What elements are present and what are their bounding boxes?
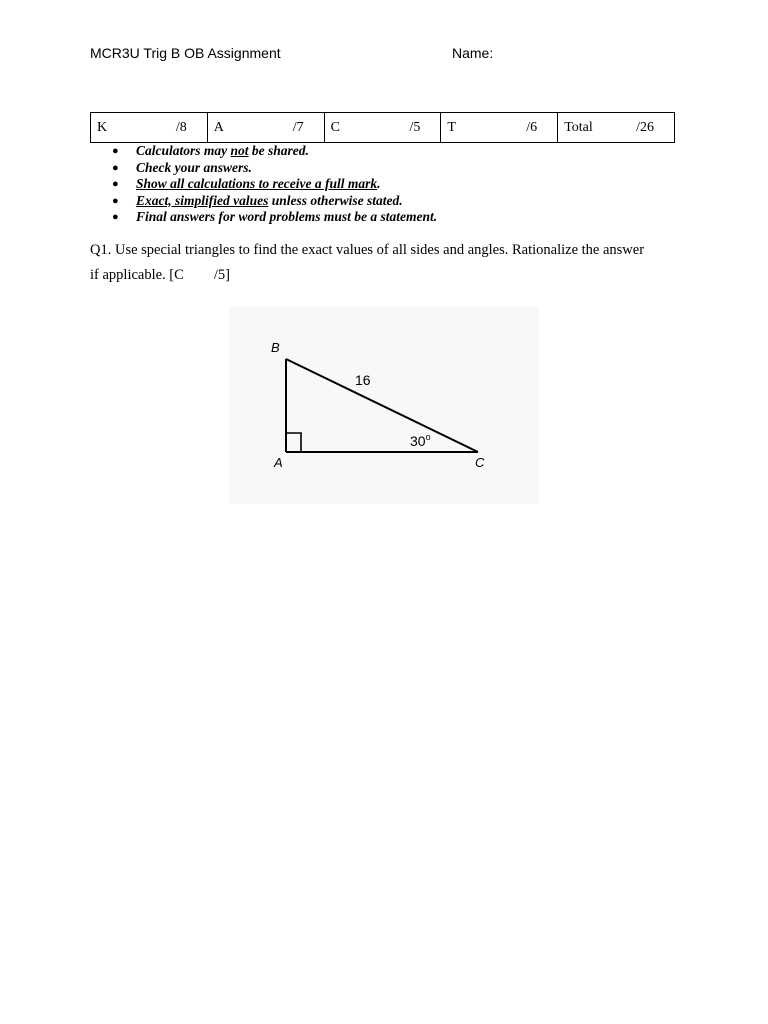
bullet-icon: ●: [112, 194, 119, 207]
name-label: Name:: [452, 45, 494, 61]
marks-out-of: /7: [292, 119, 304, 135]
vertex-b-label: B: [271, 340, 280, 355]
marks-category: Total: [564, 119, 593, 135]
rule-item: ● Calculators may not be shared.: [112, 143, 309, 158]
degree-symbol: o: [425, 432, 431, 442]
marks-cell-k: [91, 113, 208, 143]
vertex-c-label: C: [475, 455, 485, 470]
rule-item: ● Exact, simplified values unless otherwise stated.: [112, 192, 403, 208]
question-marks: /5]: [213, 267, 230, 283]
rules-list: [112, 143, 437, 226]
marks-out-of: /6: [526, 119, 538, 135]
bullet-icon: ●: [112, 211, 119, 223]
right-angle-marker: [286, 433, 301, 452]
question-1: [90, 238, 650, 288]
marks-out-of: /26: [636, 119, 654, 135]
triangle-diagram: [229, 306, 539, 504]
marks-cell-total: [558, 113, 675, 143]
question-text: Q1. Use special triangles to find the exact values of all sides and angles. Rationalize the answer if applicable. [C: [90, 242, 645, 283]
marks-cell-c: [324, 113, 441, 143]
marks-table: [90, 112, 675, 143]
marks-category: C: [330, 119, 340, 135]
marks-category: T: [447, 119, 456, 135]
angle-c-label: 30$^o$: [410, 432, 431, 449]
vertex-a-label: A: [274, 455, 283, 470]
bullet-icon: ●: [112, 178, 119, 190]
triangle-figure: [229, 306, 539, 504]
marks-category: K: [97, 119, 108, 135]
bullet-icon: ●: [112, 145, 119, 157]
marks-out-of: /5: [409, 119, 421, 135]
marks-out-of: /8: [175, 119, 187, 135]
marks-cell-a: [207, 113, 324, 143]
bullet-icon: ●: [112, 161, 119, 174]
rule-item: ● Check your answers.: [112, 159, 252, 175]
hypotenuse-length-label: 16: [355, 372, 371, 388]
rule-item: ● Show all calculations to receive a full mark.: [112, 176, 381, 191]
assignment-title: MCR3U Trig B OB Assignment: [90, 45, 281, 61]
marks-category: A: [213, 119, 224, 135]
marks-cell-t: [441, 113, 558, 143]
side-bc: [286, 359, 478, 452]
rule-item: ● Final answers for word problems must be a statement.: [112, 209, 438, 224]
